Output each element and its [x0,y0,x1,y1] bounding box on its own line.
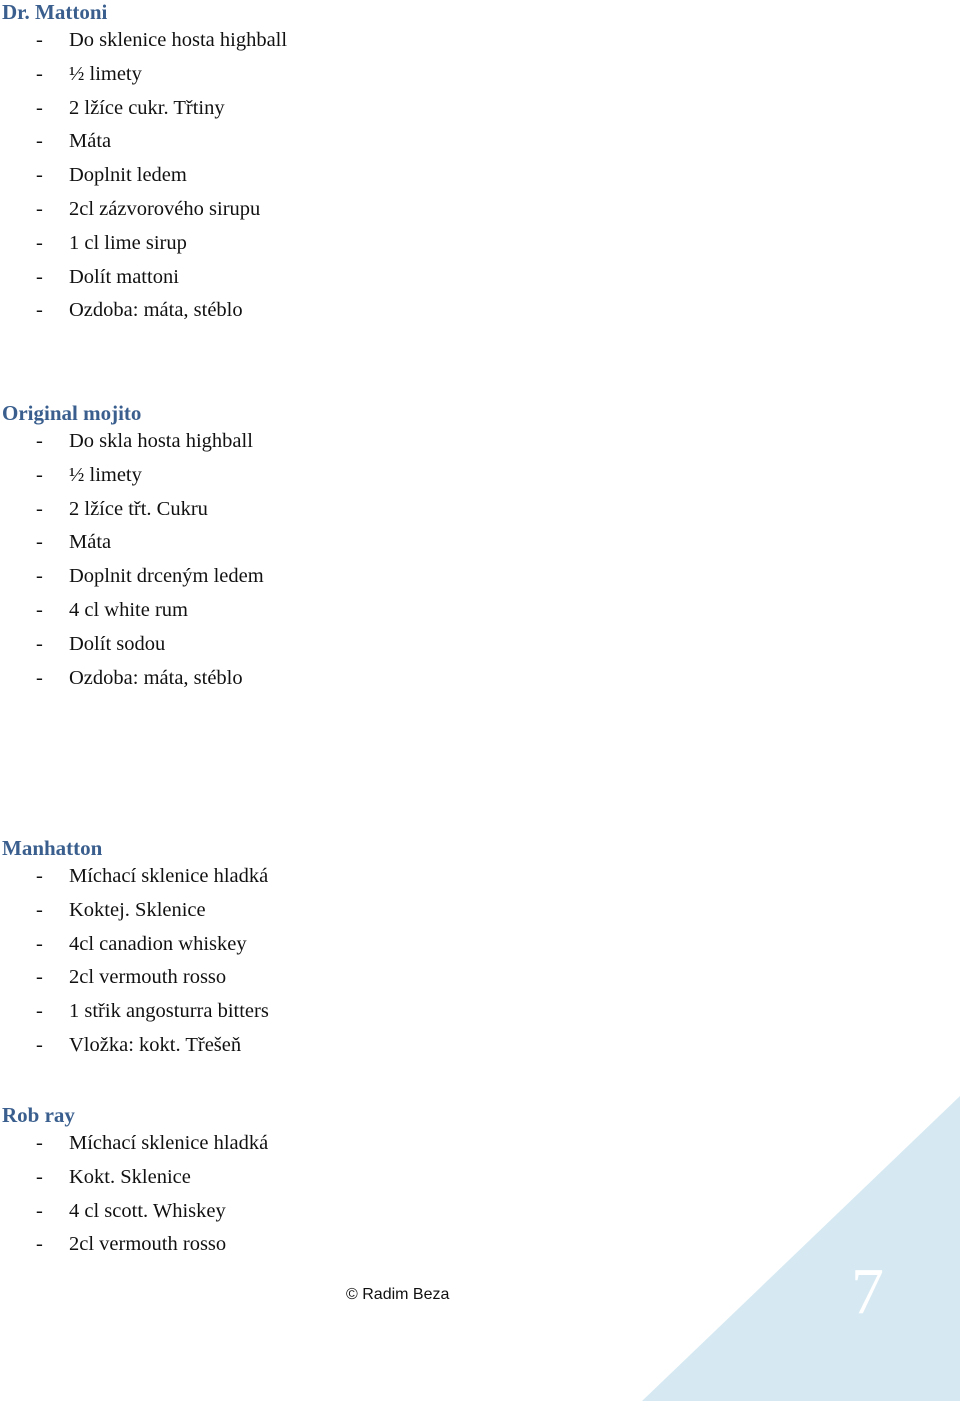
bullet-dash: - [36,497,43,520]
bullet-dash: - [36,966,43,989]
bullet-dash: - [36,1033,43,1056]
bullet-dash: - [36,265,43,288]
bullet-dash: - [36,1199,43,1222]
list-item: - 2cl vermouth rosso [2,1228,702,1262]
list-item: - Vložka: kokt. Třešeň [2,1029,702,1063]
list-item: - 4cl canadion whiskey [2,928,702,962]
list-item: - Doplnit ledem [2,159,702,193]
list-item: - 4 cl white rum [2,594,702,628]
bullet-dash: - [36,598,43,621]
list-item: - Dolít mattoni [2,261,702,295]
list-item: - Koktej. Sklenice [2,894,702,928]
bullet-dash: - [36,632,43,655]
list-item: - 4 cl scott. Whiskey [2,1195,702,1229]
bullet-dash: - [36,130,43,153]
list-item: - Míchací sklenice hladká [2,860,702,894]
bullet-dash: - [36,865,43,887]
list-item: - Máta [2,125,702,159]
bullet-dash: - [36,932,43,955]
section-dr-mattoni [2,0,702,328]
section-title: Manhatton [2,836,103,860]
bullet-dash: - [36,1165,43,1188]
bullet-dash: - [36,29,43,51]
section-title: Dr. Mattoni [2,0,108,24]
bullet-dash: - [36,197,43,220]
list-item: - Máta [2,526,702,560]
section-title: Original mojito [2,401,142,425]
copyright-footer: © Radim Beza [346,1286,450,1303]
list-item: - 2cl vermouth rosso [2,961,702,995]
bullet-dash: - [36,96,43,119]
bullet-dash: - [36,898,43,921]
bullet-dash: - [36,430,43,452]
bullet-dash: - [36,164,43,187]
section-original-mojito [2,401,702,695]
bullet-dash: - [36,1233,43,1256]
bullet-dash: - [36,1000,43,1023]
list-item: - Ozdoba: máta, stéblo [2,662,702,696]
bullet-dash: - [36,666,43,689]
bullet-dash: - [36,1132,43,1154]
list-item: - Ozdoba: máta, stéblo [2,294,702,328]
list-item: - 2 lžíce cukr. Třtiny [2,92,702,126]
bullet-dash: - [36,299,43,322]
bullet-dash: - [36,231,43,254]
page-number: 7 [851,1255,884,1328]
list-item: - Do skla hosta highball [2,425,702,459]
list-item: - Do sklenice hosta highball [2,24,702,58]
corner-triangle-decoration [642,1096,960,1401]
list-item: - Dolít sodou [2,628,702,662]
bullet-dash: - [36,531,43,554]
section-title: Rob ray [2,1103,75,1127]
section-rob-ray [2,1103,702,1262]
list-item: - ½ limety [2,459,702,493]
bullet-dash: - [36,565,43,588]
list-item: - Míchací sklenice hladká [2,1127,702,1161]
section-manhatton [2,836,702,1063]
list-item: - 2 lžíce třt. Cukru [2,493,702,527]
list-item: - Doplnit drceným ledem [2,560,702,594]
list-item: - ½ limety [2,58,702,92]
list-item: - Kokt. Sklenice [2,1161,702,1195]
bullet-dash: - [36,463,43,486]
bullet-dash: - [36,62,43,85]
list-item: - 1 střik angosturra bitters [2,995,702,1029]
list-item: - 2cl zázvorového sirupu [2,193,702,227]
list-item: - 1 cl lime sirup [2,227,702,261]
